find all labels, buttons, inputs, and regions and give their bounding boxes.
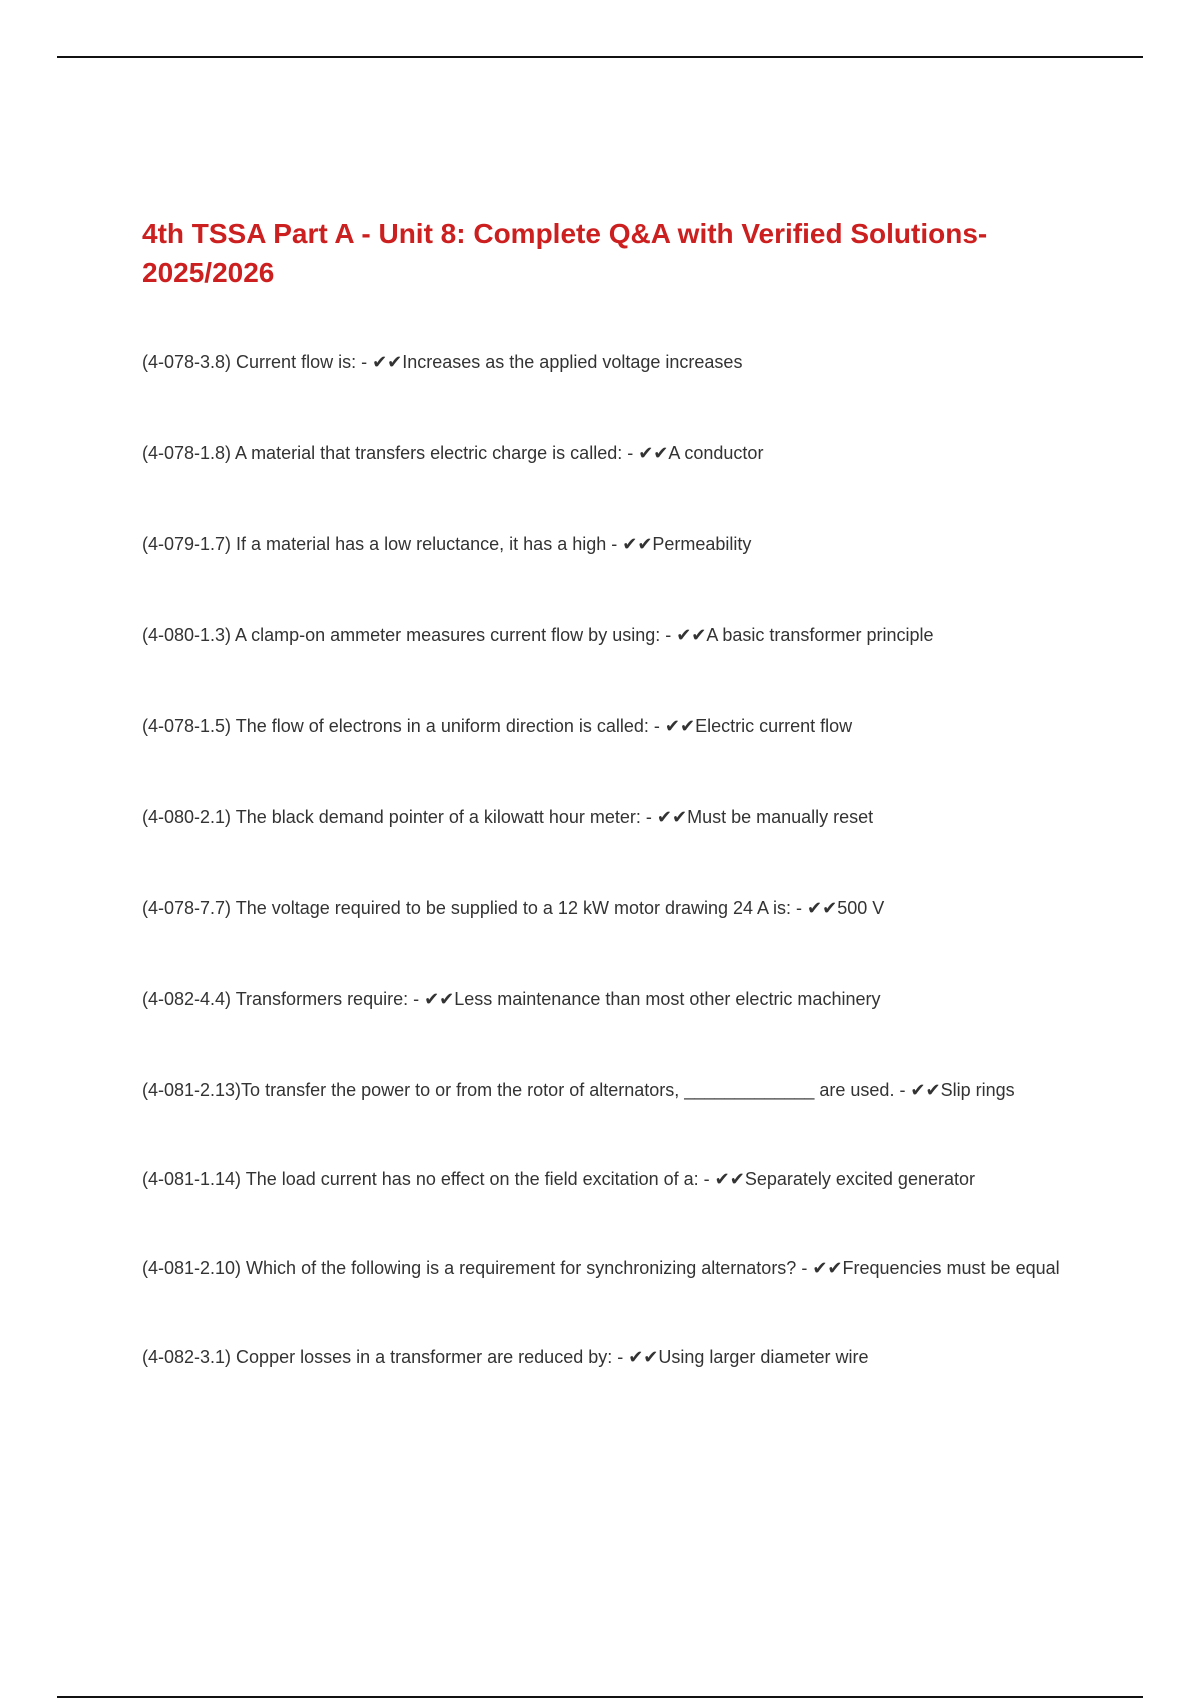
qa-item: (4-078-1.5) The flow of electrons in a uniform direction is called: - ✔✔Electric current flow bbox=[142, 716, 853, 736]
qa-item: (4-080-2.1) The black demand pointer of a kilowatt hour meter: - ✔✔Must be manually reset bbox=[142, 807, 874, 827]
document-body bbox=[142, 214, 1062, 1372]
qa-item: (4-081-1.14) The load current has no effect on the field excitation of a: - ✔✔Separately excited generator bbox=[142, 1169, 975, 1189]
qa-item: (4-078-7.7) The voltage required to be supplied to a 12 kW motor drawing 24 A is: - ✔✔500 V bbox=[142, 898, 885, 918]
header-rule bbox=[57, 56, 1143, 58]
qa-item: (4-081-2.10) Which of the following is a requirement for synchronizing alternators? - ✔✔Frequencies must be equal bbox=[142, 1258, 1060, 1278]
qa-item: (4-078-3.8) Current flow is: - ✔✔Increases as the applied voltage increases bbox=[142, 352, 743, 372]
qa-item: (4-082-4.4) Transformers require: - ✔✔Less maintenance than most other electric machinery bbox=[142, 989, 881, 1009]
qa-item: (4-078-1.8) A material that transfers electric charge is called: - ✔✔A conductor bbox=[142, 443, 764, 463]
qa-list bbox=[142, 348, 1062, 1372]
qa-item: (4-079-1.7) If a material has a low reluctance, it has a high - ✔✔Permeability bbox=[142, 534, 752, 554]
footer-rule bbox=[57, 1696, 1143, 1698]
document-title: 4th TSSA Part A - Unit 8: Complete Q&A with Verified Solutions- 2025/2026 bbox=[142, 218, 988, 288]
qa-item: (4-080-1.3) A clamp-on ammeter measures current flow by using: - ✔✔A basic transformer principle bbox=[142, 625, 934, 645]
qa-item: (4-081-2.13)To transfer the power to or from the rotor of alternators, _____________ are used. - ✔✔Slip rings bbox=[142, 1080, 1015, 1100]
qa-item: (4-082-3.1) Copper losses in a transformer are reduced by: - ✔✔Using larger diameter wire bbox=[142, 1347, 869, 1367]
